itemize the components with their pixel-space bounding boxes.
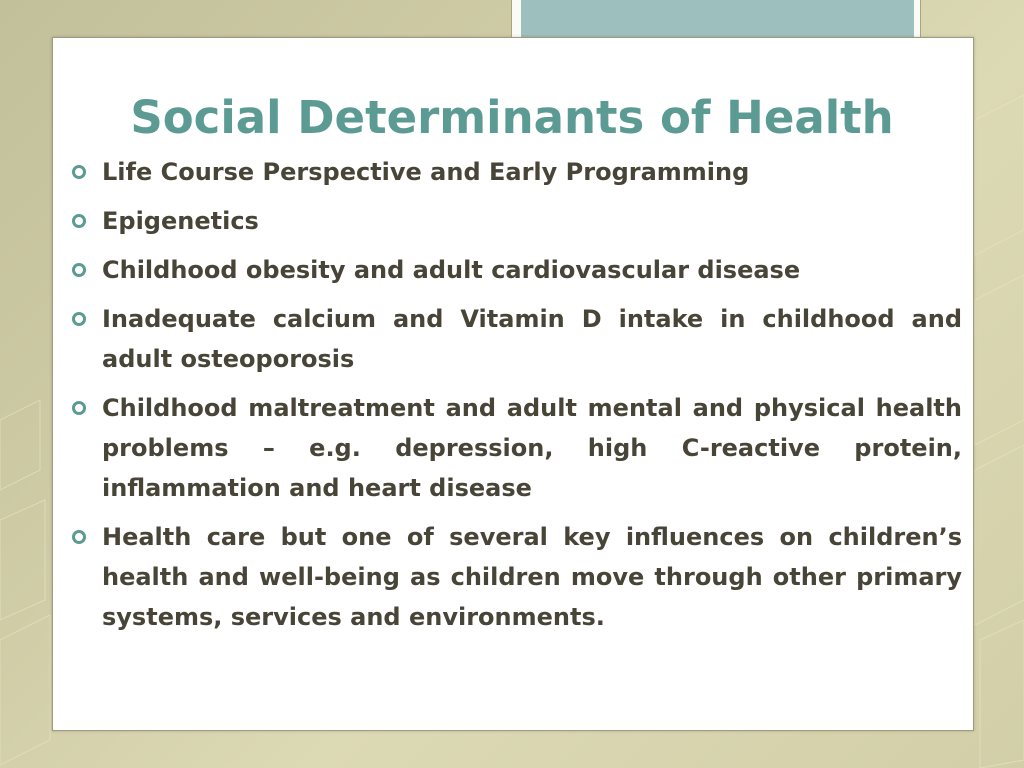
bullet-item-obesity (72, 250, 962, 290)
bullet-text: Childhood maltreatment and adult mental and physical health problems – e.g. depression, high C-reactive protein, inflammation and heart disease (102, 394, 962, 502)
bullet-marker-icon (72, 165, 86, 179)
bullet-marker-icon (72, 530, 86, 544)
bullet-item-calcium (72, 299, 962, 379)
bullet-item-maltreatment (72, 388, 962, 508)
bullet-item-epigenetics (72, 201, 962, 241)
bullet-text: Life Course Perspective and Early Programming (102, 158, 750, 186)
bullet-text: Inadequate calcium and Vitamin D intake in childhood and adult osteoporosis (102, 305, 962, 373)
bullet-text: Health care but one of several key influences on children’s health and well-being as children move through other primary systems, services and environments. (102, 523, 962, 631)
bullet-text: Epigenetics (102, 207, 259, 235)
bullet-list (72, 152, 962, 646)
slide-title: Social Determinants of Health (130, 91, 894, 144)
bullet-text: Childhood obesity and adult cardiovascular disease (102, 256, 801, 284)
bullet-marker-icon (72, 214, 86, 228)
bullet-marker-icon (72, 401, 86, 415)
bullet-marker-icon (72, 263, 86, 277)
bullet-item-life-course (72, 152, 962, 192)
bullet-marker-icon (72, 312, 86, 326)
bullet-item-health-care (72, 517, 962, 637)
